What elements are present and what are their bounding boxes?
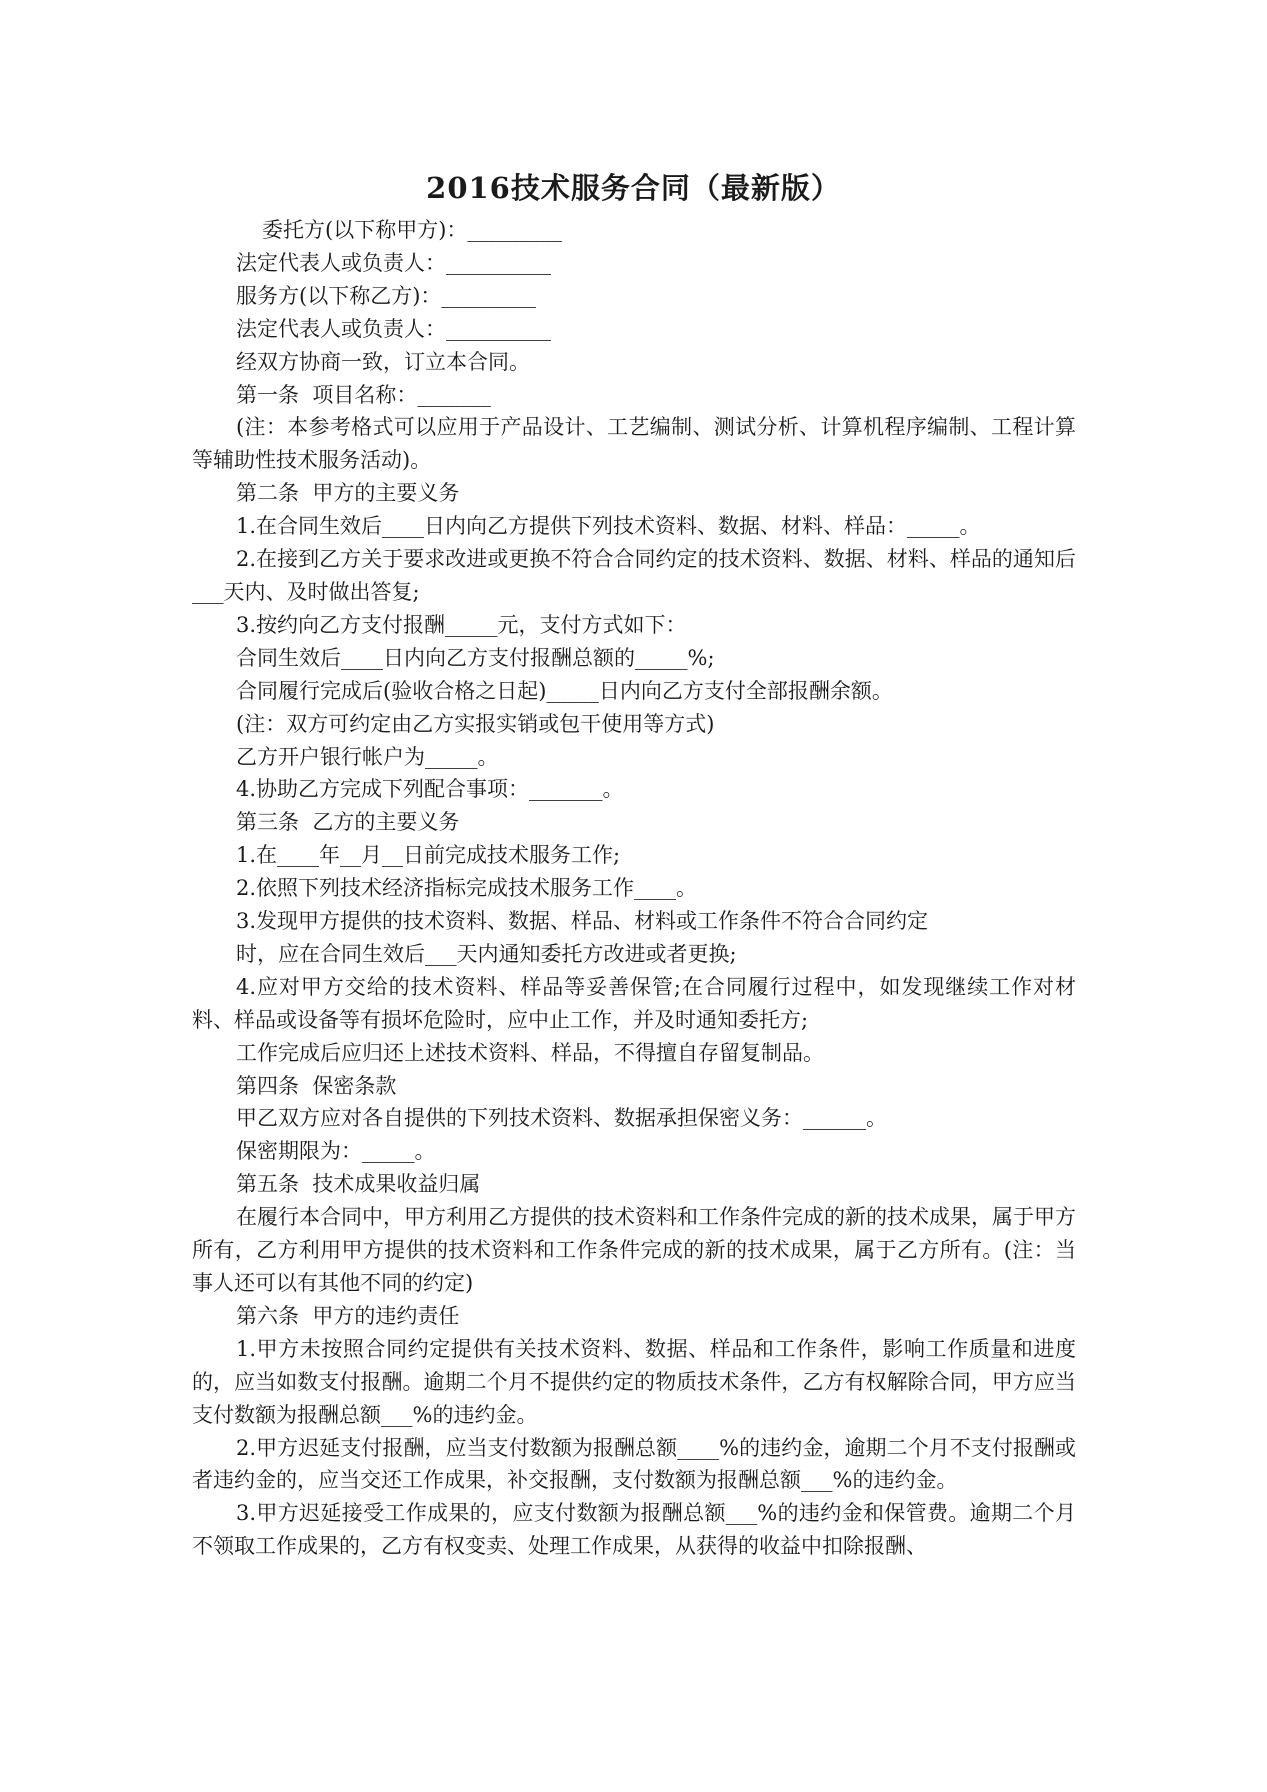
list-item: 时，应在合同生效后___天内通知委托方改进或者更换;	[236, 941, 737, 966]
list-item: 1.甲方未按照合同约定提供有关技术资料、数据、样品和工作条件，影响工作质量和进度的，应当如数支付报酬。逾期二个月不提供约定的物质技术条件，乙方有权解除合同，甲方应当支付数额为报酬总额___%的违约金。	[192, 1336, 1076, 1427]
article-5-heading: 第五条 技术成果收益归属	[236, 1172, 481, 1197]
list-item: 4.协助乙方完成下列配合事项：_______。	[236, 777, 624, 802]
list-item: 2.在接到乙方关于要求改进或更换不符合合同约定的技术资料、数据、材料、样品的通知后___天内、及时做出答复;	[192, 547, 1076, 604]
paragraph-note-2: (注：双方可约定由乙方实报实销或包干使用等方式)	[236, 711, 715, 736]
list-item: 3.发现甲方提供的技术资料、数据、样品、材料或工作条件不符合合同约定	[236, 909, 929, 934]
article-6-heading: 第六条 甲方的违约责任	[236, 1303, 460, 1328]
list-item: 保密期限为：_____。	[236, 1139, 436, 1164]
list-item: 合同履行完成后(验收合格之日起)_____日内向乙方支付全部报酬余额。	[236, 678, 893, 703]
paragraph-client: 委托方(以下称甲方)：_________	[262, 218, 562, 242]
article-2-heading: 第二条 甲方的主要义务	[236, 481, 460, 506]
article-4-heading: 第四条 保密条款	[236, 1073, 397, 1098]
list-item: 3.按约向乙方支付报酬_____元，支付方式如下：	[236, 612, 687, 637]
list-item: 1.在____年__月__日前完成技术服务工作;	[236, 843, 621, 868]
list-item: 合同生效后____日内向乙方支付报酬总额的_____%;	[236, 645, 715, 670]
paragraph-provider: 服务方(以下称乙方)：_________	[236, 283, 536, 308]
article-1-heading: 第一条 项目名称：_______	[236, 382, 491, 407]
list-item: 甲乙双方应对各自提供的下列技术资料、数据承担保密义务：______。	[236, 1106, 887, 1131]
list-item: 3.甲方迟延接受工作成果的，应支付数额为报酬总额___%的违约金和保管费。逾期二个月不领取工作成果的，乙方有权变卖、处理工作成果，从获得的收益中扣除报酬、	[192, 1501, 1076, 1559]
paragraph-client-rep: 法定代表人或负责人：__________	[236, 250, 551, 275]
paragraph-ownership: 在履行本合同中，甲方利用乙方提供的技术资料和工作条件完成的新的技术成果，属于甲方所有，乙方利用甲方提供的技术资料和工作条件完成的新的技术成果，属于乙方所有。(注：当事人还可以有其他不同的约定)	[192, 1205, 1076, 1295]
paragraph-agreement: 经双方协商一致，订立本合同。	[236, 349, 530, 374]
list-item: 4.应对甲方交给的技术资料、样品等妥善保管;在合同履行过程中，如发现继续工作对材料、样品或设备等有损坏危险时，应中止工作，并及时通知委托方;	[192, 974, 1076, 1032]
list-item: 工作完成后应归还上述技术资料、样品，不得擅自存留复制品。	[236, 1040, 824, 1065]
list-item: 1.在合同生效后____日内向乙方提供下列技术资料、数据、材料、样品：_____。	[236, 514, 981, 539]
paragraph-provider-rep: 法定代表人或负责人：__________	[236, 316, 551, 341]
list-item: 2.甲方迟延支付报酬，应当支付数额为报酬总额____%的违约金，逾期二个月不支付报酬或者违约金的，应当交还工作成果，补交报酬，支付数额为报酬总额___%的违约金。	[192, 1435, 1076, 1493]
paragraph-note-1: (注：本参考格式可以应用于产品设计、工艺编制、测试分析、计算机程序编制、工程计算等辅助性技术服务活动)。	[192, 415, 1076, 473]
document-title: 2016技术服务合同（最新版）	[426, 171, 841, 205]
document-body	[192, 214, 1076, 1563]
list-item: 2.依照下列技术经济指标完成技术服务工作____。	[236, 876, 698, 901]
article-3-heading: 第三条 乙方的主要义务	[236, 810, 460, 835]
list-item: 乙方开户银行帐户为_____。	[236, 744, 499, 769]
